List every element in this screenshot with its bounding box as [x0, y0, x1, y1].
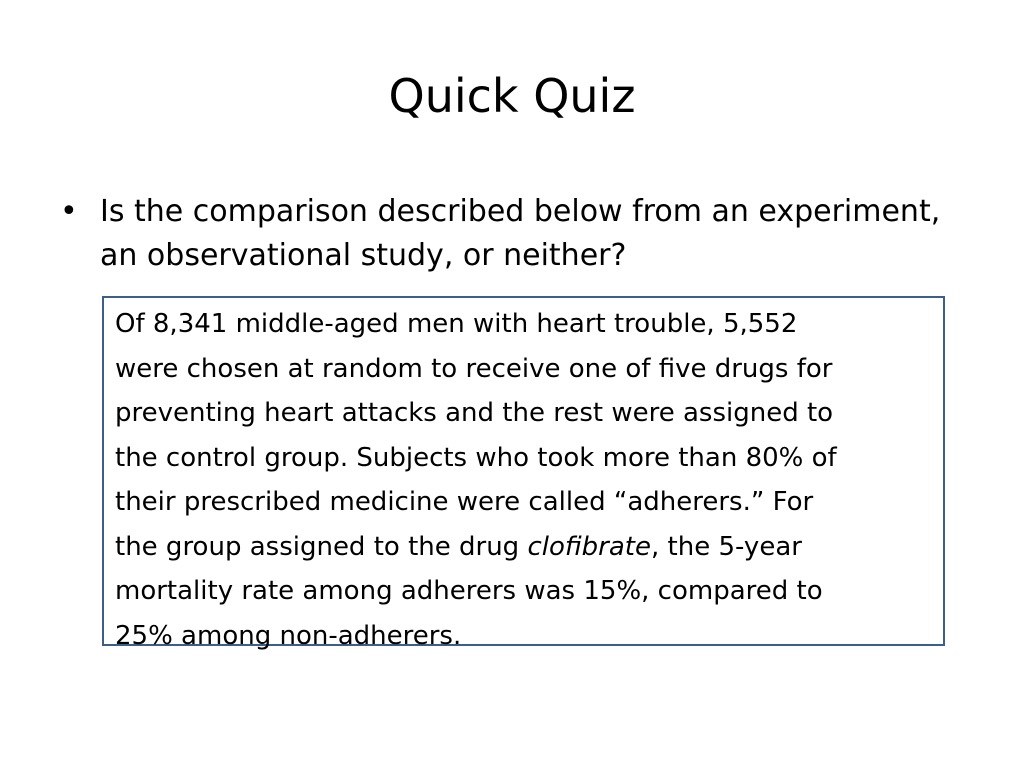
quote-line-6-end: , the 5-year — [651, 531, 802, 562]
bullet-icon: • — [60, 194, 78, 229]
quote-line-1: Of 8,341 middle-aged men with heart trouble, 5,552 — [115, 309, 798, 339]
quote-line-4: the control group. Subjects who took more than 80% of — [115, 442, 837, 473]
quote-line-5: their prescribed medicine were called “adherers.” For — [115, 487, 814, 517]
quote-line-3: preventing heart attacks and the rest were assigned to — [115, 398, 834, 428]
quote-line-7: mortality rate among adherers was 15%, compared to — [115, 576, 823, 606]
bullet-text: Is the comparison described below from an experiment, an observational study, or neither? — [100, 194, 941, 273]
quote-line-6 — [115, 525, 955, 570]
quote-line-2: were chosen at random to receive one of five drugs for — [115, 353, 833, 384]
quote-text — [115, 302, 955, 658]
quote-line-6-start: the group assigned to the drug — [115, 531, 528, 562]
quote-line-8: 25% among non-adherers. — [115, 620, 462, 651]
drug-name: clofibrate — [527, 531, 651, 562]
slide-title: Quick Quiz — [388, 69, 636, 123]
bullet-item — [60, 190, 960, 278]
